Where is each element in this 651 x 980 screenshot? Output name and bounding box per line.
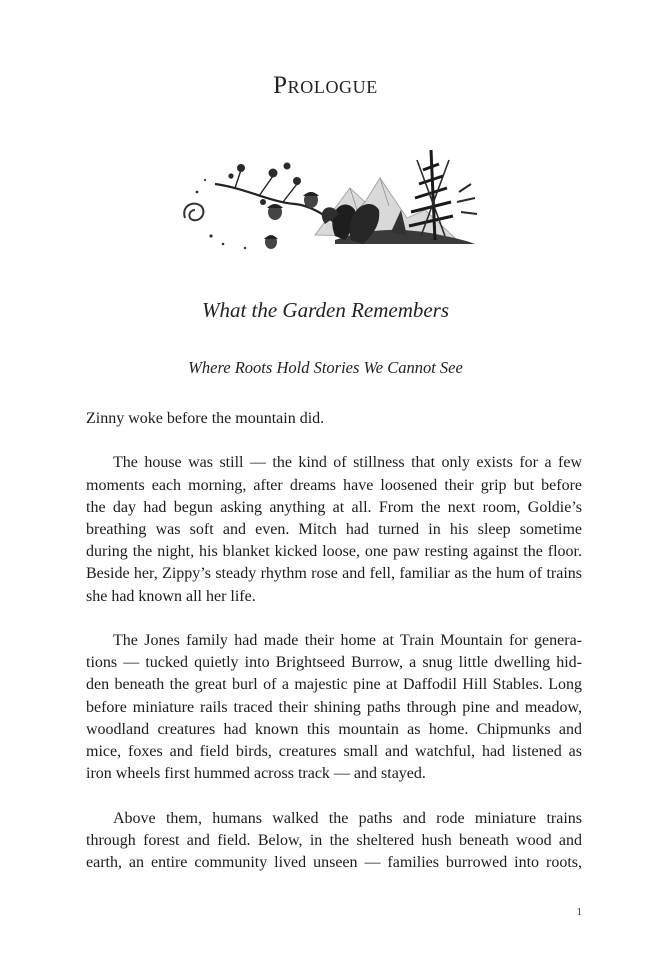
paragraph-4 (86, 808, 582, 875)
paragraph-1 (86, 408, 582, 430)
text-line: Zinny woke before the mountain did. (86, 410, 325, 427)
text-line: during the night, his blanket kicked loose, one paw resting against the floor. (86, 543, 582, 561)
body-text (86, 408, 582, 896)
botanical-ornament-icon (175, 140, 485, 262)
text-line: Beside her, Zippy’s steady rhythm rose and fell, familiar as the hum of trains (86, 565, 582, 583)
text-line: mice, foxes and field birds, creatures small and watchful, had listened as (86, 743, 582, 761)
text-line: moments each morning, after dreams have loosened their grip but before (86, 476, 582, 494)
section-subsubtitle: Where Roots Hold Stories We Cannot See (188, 358, 463, 377)
paragraph-2 (86, 452, 582, 607)
text-line: Above them, humans walked the paths and rode miniature trains (113, 809, 582, 827)
page-number: 1 (576, 906, 582, 918)
text-line: woodland creatures had known this mountain as home. Chipmunks and (86, 720, 582, 738)
text-line: she had known all her life. (86, 587, 256, 605)
paragraph-3 (86, 630, 582, 785)
text-line: the day had begun asking anything at all. From the next room, Goldie’s (86, 498, 582, 516)
chapter-title: Prologue (273, 72, 378, 99)
text-line: through forest and field. Below, in the sheltered hush beneath wood and (86, 831, 582, 849)
text-line: before miniature rails traced their shining paths through pine and meadow, (86, 698, 582, 716)
text-line: The house was still — the kind of stillness that only exists for a few (113, 454, 582, 472)
text-line: earth, an entire community lived unseen — families burrowed into roots, (86, 854, 582, 872)
text-line: breathing was soft and even. Mitch had turned in his sleep sometime (86, 521, 582, 538)
section-subtitle: What the Garden Remembers (201, 298, 450, 322)
text-line: den beneath the great burl of a majestic pine at Daffodil Hill Stables. Long (86, 676, 582, 694)
text-line: The Jones family had made their home at Train Mountain for genera- (113, 632, 582, 649)
text-line: tions — tucked quietly into Brightseed Burrow, a snug little dwelling hid- (86, 654, 582, 672)
text-line: iron wheels first hummed across track — and stayed. (86, 765, 426, 783)
